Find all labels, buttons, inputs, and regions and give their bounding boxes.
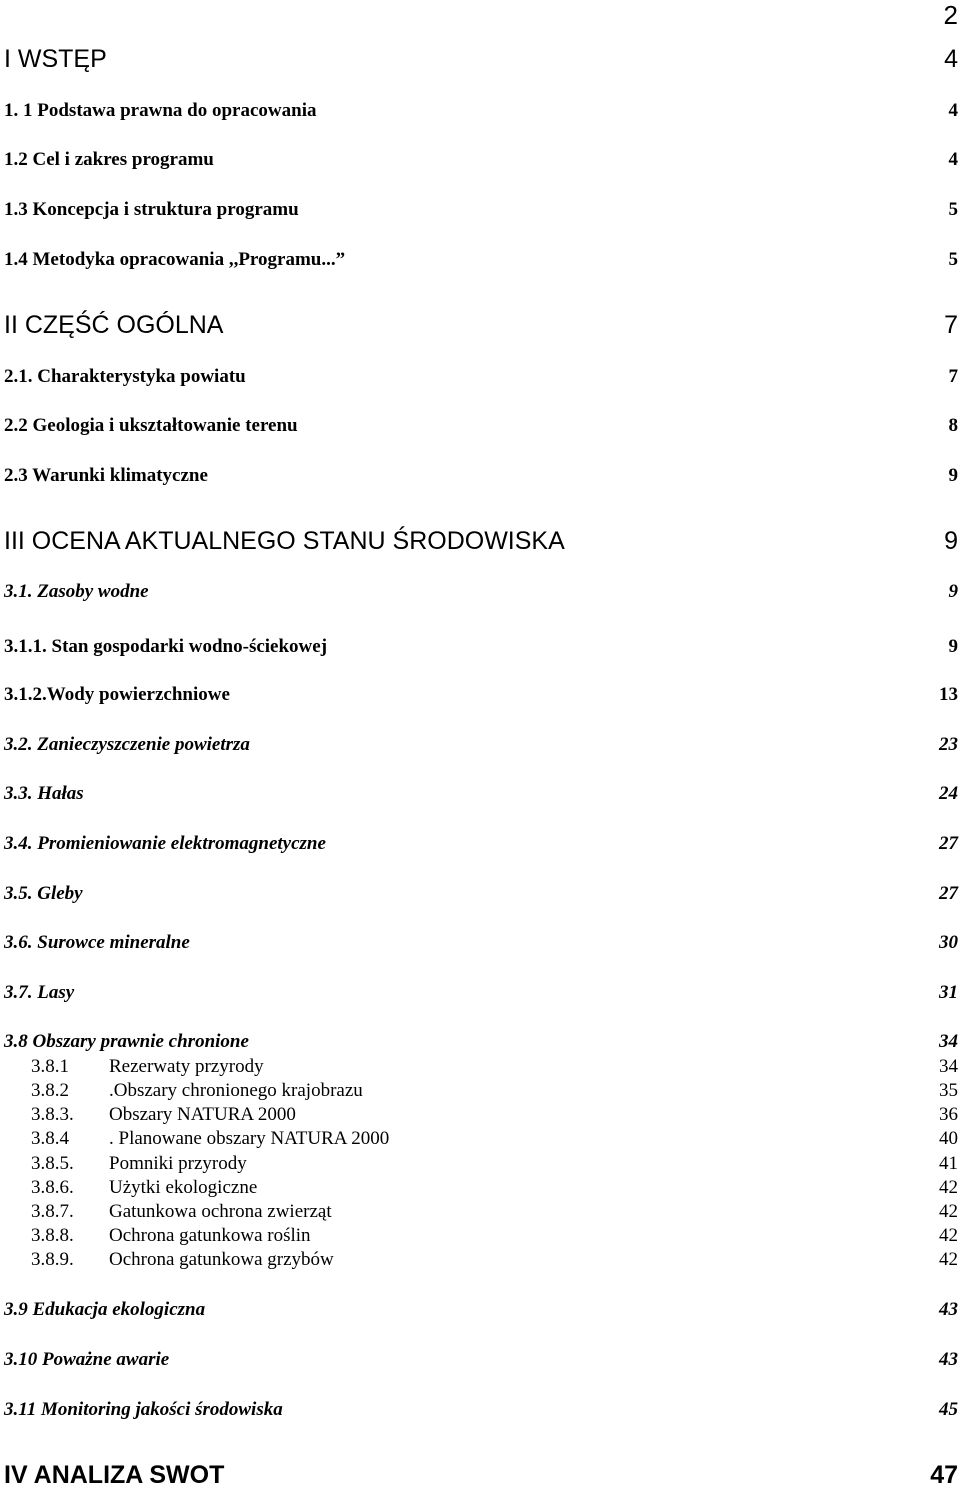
toc-entry-label: 3.1. Zasoby wodne: [4, 581, 149, 602]
toc-entry-label: [4, 1127, 389, 1151]
toc-entry-page: 9: [948, 581, 958, 602]
toc-entry: [4, 365, 958, 389]
toc-entry-code: 3.8.3.: [31, 1104, 74, 1125]
toc-entry: [4, 1103, 958, 1127]
toc-entry: [4, 683, 958, 707]
toc-entry: [4, 1460, 958, 1490]
toc-entry: [4, 248, 958, 272]
toc-entry: [4, 1224, 958, 1248]
toc-entry-page: 35: [939, 1080, 958, 1101]
toc-entry: [4, 882, 958, 906]
toc-entry-code: 3.8.9.: [31, 1249, 74, 1270]
page-number: 2: [943, 0, 958, 30]
toc-entry-page: 40: [939, 1128, 958, 1149]
toc-entry: [4, 1152, 958, 1176]
toc-entry-page: 5: [948, 249, 958, 270]
toc-entry-label: 3.5. Gleby: [4, 883, 83, 904]
toc-entry-title: Użytki ekologiczne: [109, 1177, 258, 1198]
toc-entry-label: 3.11 Monitoring jakości środowiska: [4, 1399, 283, 1420]
toc-entry: [4, 464, 958, 488]
toc-entry-page: 9: [948, 636, 958, 657]
toc-entry-label: 3.8 Obszary prawnie chronione: [4, 1031, 249, 1052]
toc-entry-page: 36: [939, 1104, 958, 1125]
toc-entry-page: 34: [939, 1056, 958, 1077]
toc-entry-page: 43: [939, 1349, 958, 1370]
toc-entry-code: 3.8.8.: [31, 1225, 74, 1246]
toc-entry-page: 27: [939, 833, 958, 854]
toc-entry-code: 3.8.7.: [31, 1201, 74, 1222]
toc-entry-label: [4, 1176, 257, 1200]
toc-entry: [4, 414, 958, 438]
toc-entry-page: 30: [939, 932, 958, 953]
toc-entry-label: IV ANALIZA SWOT: [4, 1461, 225, 1489]
toc-entry-title: Gatunkowa ochrona zwierząt: [109, 1201, 332, 1222]
toc-entry-label: 3.2. Zanieczyszczenie powietrza: [4, 734, 250, 755]
toc-entry-page: 27: [939, 883, 958, 904]
toc-entry: [4, 635, 958, 659]
toc-entry-title: .Obszary chronionego krajobrazu: [109, 1080, 363, 1101]
toc-entry-page: 9: [948, 465, 958, 486]
toc-entry-page: 43: [939, 1299, 958, 1320]
toc-entry: [4, 148, 958, 172]
toc-entry: [4, 1079, 958, 1103]
toc-entry-page: 42: [939, 1225, 958, 1246]
toc-entry-page: 5: [948, 199, 958, 220]
toc-entry: [4, 981, 958, 1005]
toc-entry: [4, 1127, 958, 1151]
toc-entry-page: 42: [939, 1177, 958, 1198]
toc-entry: [4, 1176, 958, 1200]
toc-entry-page: 45: [939, 1399, 958, 1420]
toc-entry: [4, 44, 958, 74]
toc-entry: [4, 931, 958, 955]
toc-entry-label: 3.9 Edukacja ekologiczna: [4, 1299, 206, 1320]
toc-entry: [4, 1200, 958, 1224]
toc-entry-label: [4, 1055, 264, 1079]
toc-entry-page: 4: [944, 45, 958, 73]
toc-entry-label: 3.3. Hałas: [4, 783, 84, 804]
toc-entry-label: 3.6. Surowce mineralne: [4, 932, 190, 953]
toc-entry-page: 9: [944, 527, 958, 555]
toc-entry-label: II CZĘŚĆ OGÓLNA: [4, 311, 224, 339]
toc-entry-label: 1.2 Cel i zakres programu: [4, 149, 214, 170]
toc-entry: [4, 526, 958, 556]
toc-entry-page: 34: [939, 1031, 958, 1052]
toc-entry: [4, 1348, 958, 1372]
toc-entry-label: I WSTĘP: [4, 45, 107, 73]
toc-entry-page: 7: [944, 311, 958, 339]
toc-entry-label: 3.1.1. Stan gospodarki wodno-ściekowej: [4, 636, 328, 657]
toc-entry-page: 8: [948, 415, 958, 436]
toc-entry-page: 23: [939, 734, 958, 755]
toc-entry-label: 2.2 Geologia i ukształtowanie terenu: [4, 415, 298, 436]
toc-entry-page: 42: [939, 1249, 958, 1270]
toc-entry-page: 13: [939, 684, 958, 705]
toc-entry-label: 3.4. Promieniowanie elektromagnetyczne: [4, 833, 326, 854]
toc-entry: [4, 733, 958, 757]
toc-entry-label: 3.1.2.Wody powierzchniowe: [4, 684, 230, 705]
toc-entry-page: 7: [948, 366, 958, 387]
toc-entry-code: 3.8.5.: [31, 1153, 74, 1174]
toc-entry-code: 3.8.2: [31, 1080, 69, 1101]
toc-entry-label: 1. 1 Podstawa prawna do opracowania: [4, 100, 317, 121]
toc-entry-page: 31: [939, 982, 958, 1003]
toc-entry: [4, 1055, 958, 1079]
toc-entry-label: [4, 1103, 296, 1127]
toc-entry-page: 42: [939, 1201, 958, 1222]
toc-entry-code: 3.8.6.: [31, 1177, 74, 1198]
toc-entry: [4, 1248, 958, 1272]
toc-entry: [4, 310, 958, 340]
toc-entry-title: Ochrona gatunkowa grzybów: [109, 1249, 334, 1270]
toc-entry: [4, 1298, 958, 1322]
toc-entry-title: . Planowane obszary NATURA 2000: [109, 1128, 390, 1149]
toc-entry-page: 4: [948, 100, 958, 121]
toc-entry-label: 3.7. Lasy: [4, 982, 75, 1003]
toc-entry-page: 4: [948, 149, 958, 170]
toc-entry-label: 2.1. Charakterystyka powiatu: [4, 366, 246, 387]
toc-entry: [4, 832, 958, 856]
toc-entry-title: Obszary NATURA 2000: [109, 1104, 296, 1125]
toc-entry: [4, 1398, 958, 1422]
toc-entry: [4, 1030, 958, 1054]
toc-entry-page: 47: [930, 1461, 958, 1489]
toc-entry-label: 3.10 Poważne awarie: [4, 1349, 170, 1370]
toc-entry-title: Pomniki przyrody: [109, 1153, 247, 1174]
toc-entry-label: 2.3 Warunki klimatyczne: [4, 465, 208, 486]
toc-entry-title: Rezerwaty przyrody: [109, 1056, 264, 1077]
toc-entry-label: 1.3 Koncepcja i struktura programu: [4, 199, 299, 220]
toc-entry-label: [4, 1152, 247, 1176]
toc-entry: [4, 782, 958, 806]
toc-entry-label: III OCENA AKTUALNEGO STANU ŚRODOWISKA: [4, 527, 565, 555]
toc-entry-label: 1.4 Metodyka opracowania ,,Programu...”: [4, 249, 346, 270]
toc-entry-label: [4, 1248, 334, 1272]
toc-entry: [4, 580, 958, 604]
toc-entry-page: 41: [939, 1153, 958, 1174]
toc-entry-code: 3.8.1: [31, 1056, 69, 1077]
toc-entry: [4, 198, 958, 222]
toc-entry: [4, 99, 958, 123]
toc-entry-title: Ochrona gatunkowa roślin: [109, 1225, 311, 1246]
toc-entry-label: [4, 1079, 363, 1103]
toc-entry-label: [4, 1200, 332, 1224]
toc-entry-label: [4, 1224, 311, 1248]
toc-entry-page: 24: [939, 783, 958, 804]
toc-entry-code: 3.8.4: [31, 1128, 69, 1149]
